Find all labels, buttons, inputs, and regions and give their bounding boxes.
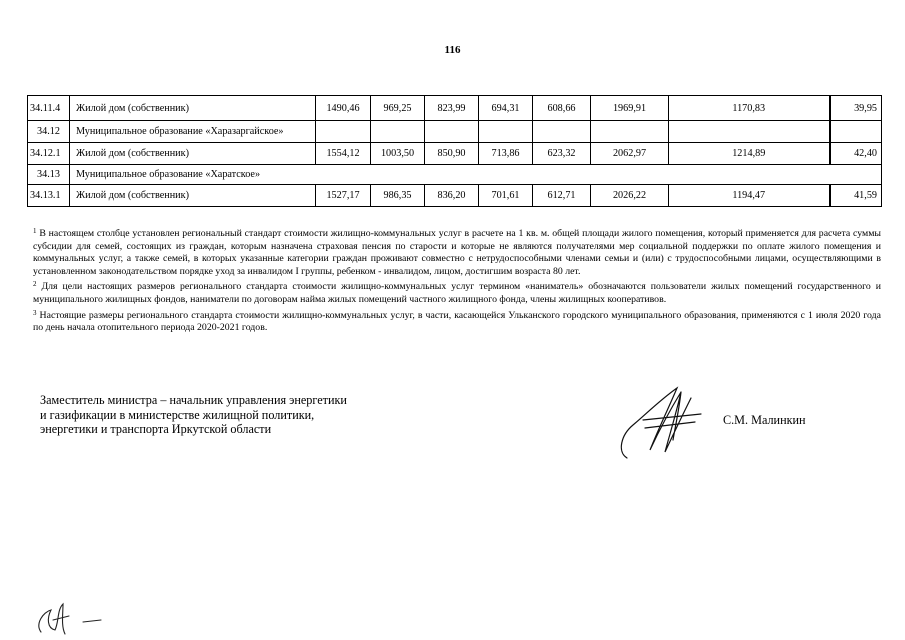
value-cell: 969,25 <box>371 96 425 121</box>
value-cell: 1527,17 <box>316 185 371 207</box>
value-cell: 2062,97 <box>591 143 669 165</box>
table-row <box>28 143 882 165</box>
value-cell: 850,90 <box>425 143 479 165</box>
footnotes <box>33 225 881 335</box>
table-row <box>28 185 882 207</box>
value-cell: 1490,46 <box>316 96 371 121</box>
value-cell: 608,66 <box>533 96 591 121</box>
page-number: 116 <box>444 44 461 56</box>
row-code: 34.12 <box>28 121 70 143</box>
value-cell: 39,95 <box>830 96 882 121</box>
value-cell: 713,86 <box>479 143 533 165</box>
row-code: 34.13.1 <box>28 185 70 207</box>
footnote-mark: 1 <box>33 227 37 235</box>
footnote-text: В настоящем столбце установлен региональный стандарт стоимости жилищно-коммунальных услуг в расчете на 1 кв. м. общей площади жилого помещения, который применяется для расчета суммы субсидии для семей, состоящих из граждан, которым назначена страховая пенсия по старости и которые не являются получателями мер социальной поддержки по оплате жилого помещения и коммунальных услуг, а также семей, в которых указанные категории граждан проживают совместно с нетрудоспособными членами семьи и (или) с трудоспособными лицами, осуществляющими в установленном законодательством порядке уход за инвалидом I группы, ребенком - инвалидом, лицом, достигшим возраста 80 лет. <box>33 228 882 277</box>
footnote <box>33 307 881 335</box>
empty-cell <box>425 121 479 143</box>
signatory-title-line: Заместитель министра – начальник управления энергетики <box>40 393 347 407</box>
footnote-text: Настоящие размеры регионального стандарта стоимости жилищно-коммунальных услуг, в части, касающейся Ульканского городского муниципального образования, применяются с 1 июля 2020 года по день начала отопительного периода 2020-2021 годов. <box>33 309 881 334</box>
empty-cell <box>669 121 830 143</box>
footnote-mark: 2 <box>33 280 37 289</box>
value-cell: 612,71 <box>533 185 591 207</box>
value-cell: 1554,12 <box>316 143 371 165</box>
signatory-title <box>40 393 380 437</box>
rates-table <box>27 95 882 207</box>
empty-cell <box>479 121 533 143</box>
row-code: 34.11.4 <box>28 96 70 121</box>
footnote <box>33 225 881 278</box>
value-cell: 623,32 <box>533 143 591 165</box>
signatory-title-line: энергетики и транспорта Иркутской области <box>40 422 272 436</box>
value-cell: 41,59 <box>830 185 882 207</box>
row-name: Жилой дом (собственник) <box>70 185 316 207</box>
value-cell: 1194,47 <box>669 185 830 207</box>
table-row <box>28 165 882 185</box>
row-code: 34.12.1 <box>28 143 70 165</box>
value-cell: 694,31 <box>479 96 533 121</box>
value-cell: 1170,83 <box>669 96 830 121</box>
table-row <box>28 96 882 121</box>
value-cell: 1003,50 <box>371 143 425 165</box>
handwritten-initials <box>33 598 113 638</box>
value-cell: 2026,22 <box>591 185 669 207</box>
signatory-name: С.М. Малинкин <box>723 413 806 427</box>
empty-cell <box>591 121 669 143</box>
value-cell: 1969,91 <box>591 96 669 121</box>
value-cell: 1214,89 <box>669 143 830 165</box>
row-name: Муниципальное образование «Харатское» <box>70 165 882 185</box>
signatory-title-line: и газификации в министерстве жилищной политики, <box>40 407 315 422</box>
footnote-mark: 3 <box>33 308 37 317</box>
footnote <box>33 278 881 306</box>
row-name: Жилой дом (собственник) <box>70 96 316 121</box>
footnote-text: Для цели настоящих размеров регионального стандарта стоимости жилищно-коммунальных услуг термином «наниматель» обозначаются пользователи жилых помещений государственного и муниципального жилищных фондов, наниматели по договорам найма жилых помещений частного жилищного фонда, члены жилищных кооперативов. <box>33 281 881 305</box>
value-cell: 986,35 <box>371 185 425 207</box>
empty-cell <box>830 121 882 143</box>
empty-cell <box>533 121 591 143</box>
handwritten-signature <box>615 380 715 465</box>
value-cell: 836,20 <box>425 185 479 207</box>
value-cell: 823,99 <box>425 96 479 121</box>
row-code: 34.13 <box>28 165 70 185</box>
empty-cell <box>316 121 371 143</box>
value-cell: 42,40 <box>830 143 882 165</box>
row-name: Жилой дом (собственник) <box>70 143 316 165</box>
empty-cell <box>371 121 425 143</box>
table-row <box>28 121 882 143</box>
row-name: Муниципальное образование «Харазаргайское» <box>70 121 316 143</box>
value-cell: 701,61 <box>479 185 533 207</box>
